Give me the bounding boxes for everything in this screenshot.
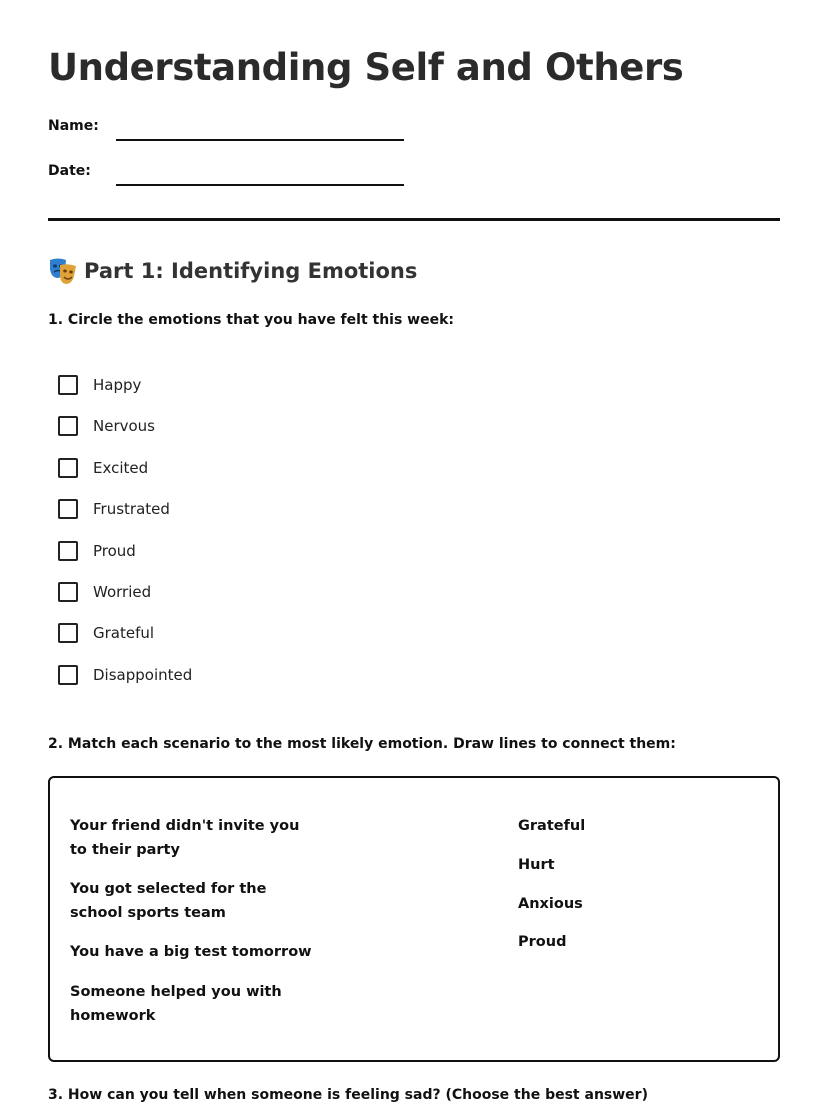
worksheet-title: Understanding Self and Others <box>48 46 684 89</box>
match-emotion[interactable]: Grateful <box>518 818 586 834</box>
scenario-item[interactable]: You have a big test tomorrow <box>70 944 312 960</box>
question-1-prompt: 1. Circle the emotions that you have felt this week: <box>48 312 455 328</box>
part1-heading-text: Part 1: Identifying Emotions <box>84 259 418 283</box>
emotion-label: Happy <box>93 376 142 394</box>
emotion-checkbox[interactable] <box>58 499 78 519</box>
name-field <box>48 118 468 148</box>
match-emotion[interactable]: Anxious <box>518 896 583 912</box>
emotion-label: Excited <box>93 458 149 477</box>
scenario-item[interactable]: Your friend didn't invite you to their party <box>70 818 300 858</box>
emotion-option[interactable] <box>58 539 192 580</box>
emotion-checkbox[interactable] <box>58 541 78 561</box>
emotion-label: Frustrated <box>93 500 170 519</box>
scenario-item[interactable]: Someone helped you with homework <box>70 984 282 1024</box>
emotion-checkbox[interactable] <box>58 623 78 643</box>
scenario-item[interactable]: You got selected for the school sports team <box>70 881 267 921</box>
part1-heading <box>48 256 417 286</box>
emotion-option[interactable] <box>58 414 192 455</box>
matching-box <box>48 776 780 1062</box>
emotion-option[interactable] <box>58 373 192 414</box>
match-emotion[interactable]: Hurt <box>518 857 555 873</box>
date-field <box>48 163 468 193</box>
emotion-checklist <box>58 373 192 704</box>
emotion-label: Nervous <box>93 417 155 436</box>
name-blank-line[interactable] <box>116 139 404 141</box>
emotion-option[interactable] <box>58 497 192 538</box>
date-blank-line[interactable] <box>116 184 404 186</box>
emotion-option[interactable] <box>58 663 192 704</box>
name-label: Name: <box>48 118 99 134</box>
emotion-option[interactable] <box>58 621 192 662</box>
emotion-checkbox[interactable] <box>58 375 78 395</box>
emotion-label: Grateful <box>93 624 155 643</box>
performing-arts-masks-icon <box>48 256 78 286</box>
emotion-checkbox[interactable] <box>58 665 78 685</box>
date-label: Date: <box>48 163 91 179</box>
question-2-prompt: 2. Match each scenario to the most likely emotion. Draw lines to connect them: <box>48 736 676 752</box>
emotion-label: Worried <box>93 582 152 601</box>
emotion-option[interactable] <box>58 580 192 621</box>
emotion-checkbox[interactable] <box>58 582 78 602</box>
emotion-option[interactable] <box>58 456 192 497</box>
emotion-checkbox[interactable] <box>58 416 78 436</box>
emotion-label: Proud <box>93 541 136 560</box>
question-3-prompt: 3. How can you tell when someone is feeling sad? (Choose the best answer) <box>48 1087 648 1103</box>
emotion-checkbox[interactable] <box>58 458 78 478</box>
emotion-label: Disappointed <box>93 665 193 684</box>
match-emotion[interactable]: Proud <box>518 934 567 950</box>
header-divider <box>48 218 780 221</box>
